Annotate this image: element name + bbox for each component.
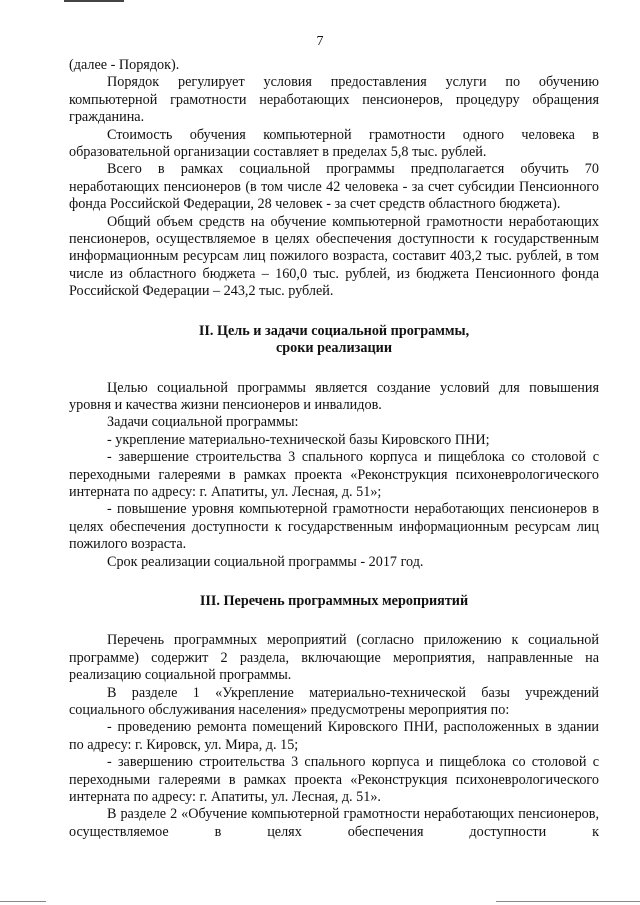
list-item: - завершению строительства 3 спального корпуса и пищеблока со столовой с переходными галереями в рамках проекта «Реконструкция психоневрологического интерната по адресу: г. Апатиты, ул. Лесная, д. 51». (69, 754, 599, 806)
list-item: - проведению ремонта помещений Кировского ПНИ, расположенных в здании по адресу: г. Кировск, ул. Мира, д. 15; (69, 719, 599, 753)
paragraph: Стоимость обучения компьютерной грамотности одного человека в образовательной организации составляет в пределах 5,8 тыс. рублей. (69, 126, 599, 161)
page-number: 7 (316, 34, 324, 49)
document-body (69, 57, 599, 841)
paragraph: (далее - Порядок). (69, 57, 180, 73)
top-edge-rule (64, 0, 124, 2)
list-item: - завершение строительства 3 спального корпуса и пищеблока со столовой с переходными галереями в рамках проекта «Реконструкция психоневрологического интерната по адресу: г. Апатиты, ул. Лесная, д. 51»; (69, 449, 599, 500)
paragraph: Задачи социальной программы: (107, 414, 299, 431)
paragraph: Порядок регулирует условия предоставления услуги по обучению компьютерной грамотности неработающих пенсионеров, процедуру обращения гражданина. (69, 74, 599, 126)
paragraph: В разделе 2 «Обучение компьютерной грамотности неработающих пенсионеров, осуществляемое в целях обеспечения доступности к (69, 806, 599, 840)
paragraph: Перечень программных мероприятий (согласно приложению к социальной программе) содержит 2 раздела, включающие мероприятия, направленные на реализацию социальной программы. (69, 632, 599, 684)
paragraph: Срок реализации социальной программы - 2017 год. (107, 553, 424, 570)
list-item: - повышение уровня компьютерной грамотности неработающих пенсионеров в целях обеспечения доступности к государственным информационным ресурсам лиц пожилого возраста. (69, 501, 599, 553)
paragraph: Всего в рамках социальной программы предполагается обучить 70 неработающих пенсионеров (в том числе 42 человека - за счет субсидии Пенсионного фонда Российской Федерации, 28 человек - за счет средств областного бюджета). (69, 161, 599, 213)
bottom-edge-rule (496, 901, 640, 902)
section-heading-line: III. Перечень программных мероприятий (199, 592, 469, 609)
section-heading-3 (69, 593, 599, 610)
paragraph: Общий объем средств на обучение компьютерной грамотности неработающих пенсионеров, осуществляемое в целях обеспечения доступности к государственным информационным ресурсам лиц пожилого возраста, составит 403,2 тыс. рублей, в том числе из областного бюджета – 160,0 тыс. рублей, из бюджета Пенсионного фонда Российской Федерации – 243,2 тыс. рублей. (69, 213, 599, 300)
list-item: - укрепление материально-технической базы Кировского ПНИ; (107, 431, 490, 448)
section-heading-2 (69, 323, 599, 358)
paragraph: В разделе 1 «Укрепление материально-технической базы учреждений социального обслуживания населения» предусмотрены мероприятия по: (69, 684, 599, 718)
section-heading-line: II. Цель и задачи социальной программы, (198, 322, 470, 339)
paragraph: Целью социальной программы является создание условий для повышения уровня и качества жизни пенсионеров и инвалидов. (69, 379, 599, 413)
section-heading-line: сроки реализации (275, 340, 393, 357)
bottom-edge-rule (0, 901, 46, 902)
